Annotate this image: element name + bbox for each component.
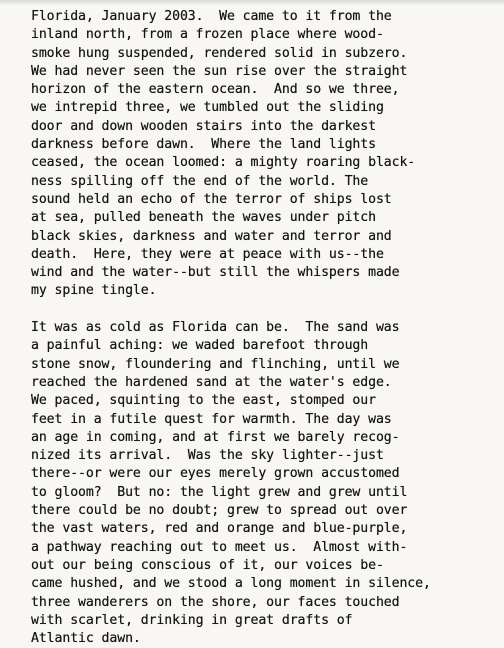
paragraph-2 xyxy=(31,319,501,648)
paragraph-line: Florida, January 2003. We came to it from the xyxy=(31,9,392,24)
paragraph-gap xyxy=(31,301,501,319)
paragraph-line: door and down wooden stairs into the darkest xyxy=(31,118,376,134)
paragraph-line: at sea, pulled beneath the waves under pitch xyxy=(31,210,376,226)
paragraph-line: inland north, from a frozen place where wood- xyxy=(31,27,384,43)
paragraph-line: with scarlet, drinking in great drafts of xyxy=(31,612,353,628)
paragraph-line: sound held an echo of the terror of ships lost xyxy=(31,191,392,207)
paragraph-line: came hushed, and we stood a long moment in silence, xyxy=(31,576,431,592)
paragraph-1 xyxy=(31,8,501,301)
paragraph-line: a pathway reaching out to meet us. Almost with- xyxy=(31,539,408,555)
paragraph-line: horizon of the eastern ocean. And so we three, xyxy=(31,82,400,98)
paragraph-line: there could be no doubt; grew to spread out over xyxy=(31,503,408,519)
paragraph-line: my spine tingle. xyxy=(31,283,157,299)
paragraph-line: feet in a futile quest for warmth. The day was xyxy=(31,411,392,427)
paragraph-line: stone snow, floundering and flinching, until we xyxy=(31,356,400,372)
paragraph-line: ceased, the ocean loomed: a mighty roaring black- xyxy=(31,155,416,171)
paragraph-line: Atlantic dawn. xyxy=(31,631,141,647)
paragraph-line: We paced, squinting to the east, stomped our xyxy=(31,393,376,409)
page-top-edge xyxy=(0,0,504,6)
paragraph-line: smoke hung suspended, rendered solid in subzero. xyxy=(31,45,408,61)
paragraph-line: an age in coming, and at first we barely recog- xyxy=(31,429,400,445)
typescript-text xyxy=(31,8,501,648)
paragraph-line: wind and the water--but still the whispers made xyxy=(31,265,400,281)
paragraph-line: nized its arrival. Was the sky lighter--just xyxy=(31,448,384,464)
paragraph-line: death. Here, they were at peace with us--the xyxy=(31,246,384,262)
paragraph-line: we intrepid three, we tumbled out the sliding xyxy=(31,100,384,116)
paragraph-line: black skies, darkness and water and terror and xyxy=(31,228,392,244)
paragraph-line: three wanderers on the shore, our faces touched xyxy=(31,594,400,610)
paragraph-line: reached the hardened sand at the water's edge. xyxy=(31,374,392,390)
paragraph-line: there--or were our eyes merely grown accustomed xyxy=(31,466,400,482)
paragraph-line: a painful aching: we waded barefoot through xyxy=(31,338,369,354)
paragraph-line: We had never seen the sun rise over the straight xyxy=(31,63,408,79)
paragraph-line: It was as cold as Florida can be. The sand was xyxy=(31,320,400,336)
paragraph-line: ness spilling off the end of the world. The xyxy=(31,173,369,189)
paragraph-line: out our being conscious of it, our voices be- xyxy=(31,557,384,573)
paragraph-line: the vast waters, red and orange and blue-purple, xyxy=(31,521,408,537)
paragraph-line: to gloom? But no: the light grew and grew until xyxy=(31,484,408,500)
paragraph-line: darkness before dawn. Where the land lights xyxy=(31,137,376,153)
